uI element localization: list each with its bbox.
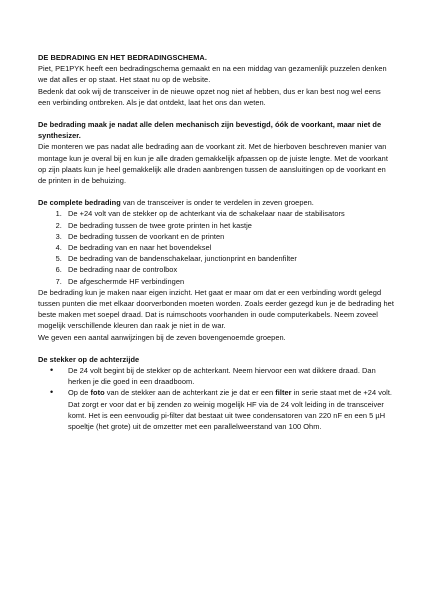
spacer <box>38 186 394 197</box>
complete-wiring-heading-rest: van de transceiver is onder te verdelen in zeven groepen. <box>120 198 314 208</box>
list-item: 7. De afgeschermde HF verbindingen <box>64 276 394 287</box>
complete-wiring-heading: De complete bedrading <box>38 198 121 208</box>
mechanical-heading: De bedrading maak je nadat alle delen mechanisch zijn bevestigd, óók de voorkant, maar niet de synthesizer. <box>38 120 382 141</box>
mechanical-paragraph: Die monteren we pas nadat alle bedrading aan de voorkant zit. Met de hierboven beschreven manier van montage kun je overal bij en kun je alle draden gemakkelijk afpassen op de juiste lengte. Met de voorkant op zijn plaats kun je heel gemakkelijk alle draden aanbrengen tussen de aansluitingen op de voorkant en de printen in de behuizing. <box>38 142 388 186</box>
wiring-groups-list <box>38 208 394 286</box>
list-item: 3. De bedrading tussen de voorkant en de printen <box>64 231 394 242</box>
document-title: DE BEDRADING EN HET BEDRADINGSCHEMA. <box>38 53 207 62</box>
wiring-advice-paragraph: De bedrading kun je maken naar eigen inzicht. Het gaat er maar om dat er een verbinding wordt gelegd tussen punten die met elkaar doorverbonden moeten worden. Zoals eerder gezegd kun je de bedrading het beste maken met soepel draad. Dat is ruimschoots voorhanden in oude computerkabels. Neem zoveel mogelijk verschillende kleuren dan raak je niet in de war. <box>38 287 394 331</box>
list-item: 4. De bedrading van en naar het bovendeksel <box>64 242 394 253</box>
list-item <box>62 387 394 432</box>
list-item: 6. De bedrading naar de controlbox <box>64 264 394 275</box>
list-item: 1. De +24 volt van de stekker op de achterkant via de schakelaar naar de stabilisators <box>64 208 394 219</box>
intro-paragraph-1: Piet, PE1PYK heeft een bedradingschema gemaakt en na een middag van gezamenlijk puzzelen denken we dat alles er op staat. Het staat nu op de website. <box>38 64 387 85</box>
text-run: Op de <box>68 388 91 398</box>
foto-keyword: foto <box>90 388 105 398</box>
spacer <box>38 108 394 119</box>
list-item: 5. De bedrading van de bandenschakelaar, junctionprint en bandenfilter <box>64 253 394 264</box>
filter-keyword: filter <box>275 388 292 398</box>
list-item: • De 24 volt begint bij de stekker op de achterkant. Neem hiervoor een wat dikkere draad. Dan herken je die goed in een draadboom. <box>62 365 394 387</box>
intro-paragraph-2: Bedenk dat ook wij de transceiver in de nieuwe opzet nog niet af hebben, dus er kan best nog wel eens een verbinding ontbreken. Als je dat ontdekt, laat het ons dan weten. <box>38 86 381 107</box>
spacer <box>38 343 394 354</box>
document-page <box>38 52 394 432</box>
complete-wiring-intro <box>38 197 394 208</box>
connector-bullet-list <box>38 365 394 432</box>
text-run: in serie staat met de +24 volt. Dat zorgt er voor dat er bij zenden zo weinig mogelijk HF via de 24 volt leiding in de transceiver komt. Het is een eenvoudig pi-filter dat bestaat uit twee condensatoren van 220 nF en een 5 µH spoeltje (het grote) uit de omzetter met een parallelweerstand van 100 Ohm. <box>68 388 393 432</box>
list-item: 2. De bedrading tussen de twee grote printen in het kastje <box>64 220 394 231</box>
text-run: van de stekker aan de achterkant zie je dat er een <box>104 388 276 398</box>
wiring-guidance-paragraph: We geven een aantal aanwijzingen bij de zeven bovengenoemde groepen. <box>38 332 286 342</box>
connector-heading: De stekker op de achterzijde <box>38 354 140 364</box>
